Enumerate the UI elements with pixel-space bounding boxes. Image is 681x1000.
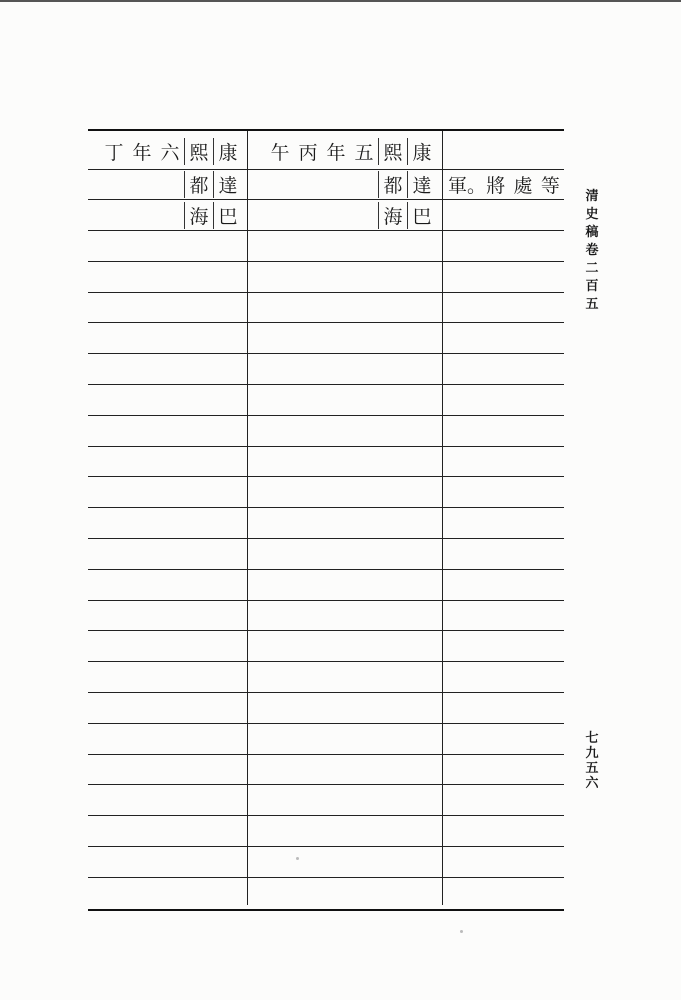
char: 熙 [378,138,407,165]
char: 年 [326,141,346,164]
row-rule [88,230,564,231]
margin-char: 稿 [585,225,599,240]
char: 巴 [213,202,242,229]
book-title-margin [583,188,601,314]
row2-cell-col1 [92,200,242,230]
table-bottom-rule [88,909,564,911]
margin-char: 卷 [585,243,599,258]
row-rule [88,476,564,477]
paper-speck [460,930,463,933]
char: 六 [160,141,180,164]
row-rule [88,600,564,601]
row-rule [88,322,564,323]
row-rule [88,353,564,354]
row1-cell-col2 [254,170,436,199]
margin-char: 七 [585,731,599,746]
char: 等 [540,175,560,197]
column-divider [442,131,443,905]
row1-cell-col3 [448,170,564,199]
char: 巴 [407,202,436,229]
char: 丁 [104,141,124,164]
header-cell-kangxi-6 [92,135,242,167]
margin-char: 九 [585,746,599,761]
char: 將 [486,175,506,197]
row-rule [88,446,564,447]
row-rule [88,261,564,262]
row-rule [88,507,564,508]
margin-char: 百 [585,279,599,294]
margin-char: 五 [585,297,599,312]
page-number-margin [583,731,601,791]
char: 達 [213,171,242,198]
char: 康 [407,138,436,165]
char: 軍。 [448,175,487,197]
margin-char: 六 [585,776,599,791]
char: 海 [378,202,407,229]
char: 年 [132,141,152,164]
row-rule [88,784,564,785]
chronology-table [88,129,564,911]
char: 丙 [298,141,318,164]
row-rule [88,630,564,631]
row-rule [88,415,564,416]
char: 達 [407,171,436,198]
char: 都 [378,171,407,198]
row2-cell-col2 [254,200,436,230]
row-rule [88,877,564,878]
row-rule [88,538,564,539]
header-cell-kangxi-5 [254,135,436,167]
margin-char: 五 [585,761,599,776]
row-rule [88,754,564,755]
row1-cell-col1 [92,170,242,199]
row-rule [88,815,564,816]
char: 五 [354,141,374,164]
table-top-rule [88,129,564,131]
column-divider [247,131,248,905]
char: 都 [184,171,213,198]
char: 處 [513,175,533,197]
row-rule [88,661,564,662]
row-rule [88,384,564,385]
margin-char: 二 [585,261,599,276]
row-rule [88,846,564,847]
paper-speck [296,857,299,860]
char: 午 [270,141,290,164]
margin-char: 史 [585,207,599,222]
char: 熙 [184,138,213,165]
row-rule [88,723,564,724]
char: 海 [184,202,213,229]
row-rule [88,292,564,293]
margin-char: 清 [585,189,599,204]
row-rule [88,692,564,693]
page-top-border [0,0,681,2]
char: 康 [213,138,242,165]
row-rule [88,569,564,570]
